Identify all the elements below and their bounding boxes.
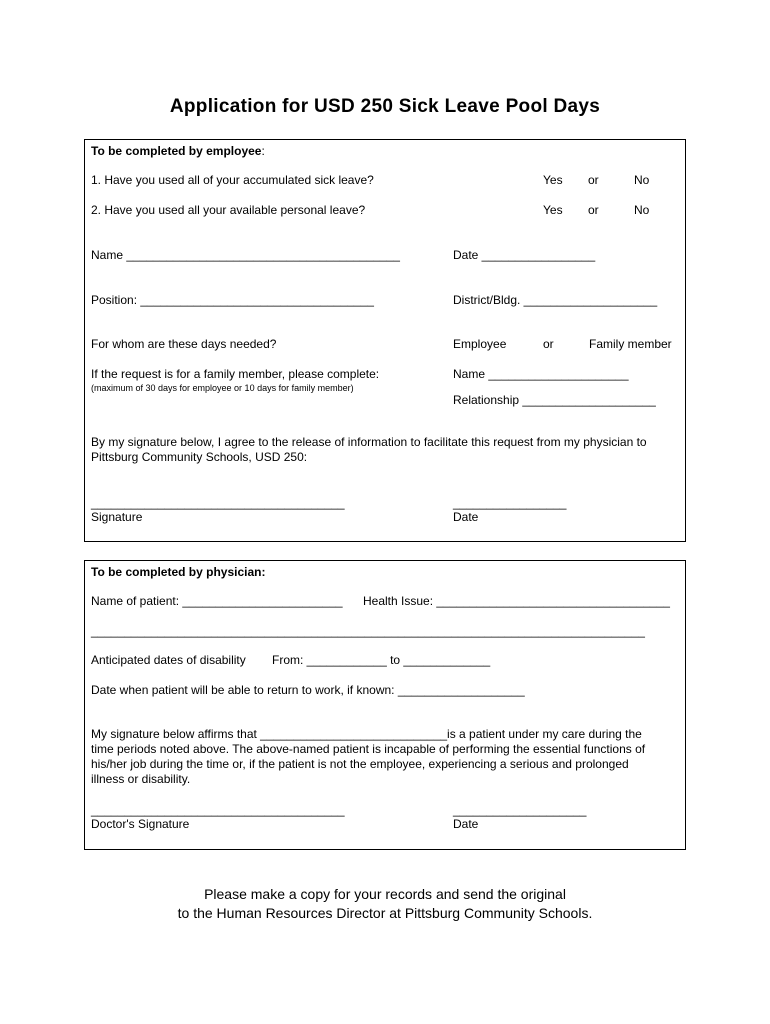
question-personal-leave: 2. Have you used all your available personal leave? xyxy=(91,203,366,217)
footer-instruction-line1: Please make a copy for your records and send the original xyxy=(204,886,566,902)
employee-header-colon: : xyxy=(261,144,265,158)
disability-date-range-field[interactable]: From: ____________ to _____________ xyxy=(272,653,491,667)
family-member-option[interactable]: Family member xyxy=(589,337,672,351)
doctor-signature-line[interactable]: ______________________________________ xyxy=(91,803,345,817)
q1-no-option[interactable]: No xyxy=(634,173,650,187)
affirm-text-line3: his/her job during the time or, if the patient is not the employee, experiencing a serious and prolonged xyxy=(91,757,629,771)
employee-header-label: To be completed by employee xyxy=(91,144,262,158)
relationship-field[interactable]: Relationship ____________________ xyxy=(453,393,656,407)
signature-label: Signature xyxy=(91,510,143,524)
doctor-date-label: Date xyxy=(453,817,479,831)
footer-instruction-line2: to the Human Resources Director at Pittsburg Community Schools. xyxy=(177,905,593,921)
district-field[interactable]: District/Bldg. ____________________ xyxy=(453,293,658,307)
affirm-text-line4: illness or disability. xyxy=(91,772,191,786)
q2-no-option[interactable]: No xyxy=(634,203,650,217)
q1-yes-option[interactable]: Yes xyxy=(543,173,563,187)
consent-text-line1: By my signature below, I agree to the release of information to facilitate this request from my physician to xyxy=(91,435,647,449)
health-issue-continuation-line[interactable]: ___________________________________________________________________________________ xyxy=(91,624,645,638)
q2-yes-option[interactable]: Yes xyxy=(543,203,563,217)
doctor-signature-label: Doctor's Signature xyxy=(91,817,190,831)
patient-name-field[interactable]: Name of patient: ________________________ xyxy=(91,594,343,608)
doctor-date-line[interactable]: ____________________ xyxy=(453,803,587,817)
return-date-field[interactable]: Date when patient will be able to return to work, if known: ___________________ xyxy=(91,683,525,697)
affirm-text-line2: time periods noted above. The above-named patient is incapable of performing the essential functions of xyxy=(91,742,646,756)
employee-name-field[interactable]: Name _________________________________________ xyxy=(91,248,400,262)
position-field[interactable]: Position: ___________________________________ xyxy=(91,293,374,307)
affirm-text-line1: My signature below affirms that ____________________________is a patient under my care during the xyxy=(91,727,642,741)
employee-option[interactable]: Employee xyxy=(453,337,507,351)
q2-or-label: or xyxy=(588,203,599,217)
anticipated-dates-label: Anticipated dates of disability xyxy=(91,653,246,667)
health-issue-field[interactable]: Health Issue: ___________________________________ xyxy=(363,594,670,608)
family-note: (maximum of 30 days for employee or 10 days for family member) xyxy=(91,383,354,393)
family-request-label: If the request is for a family member, please complete: xyxy=(91,367,380,381)
employee-date-field[interactable]: Date _________________ xyxy=(453,248,596,262)
for-whom-or-label: or xyxy=(543,337,554,351)
employee-signature-line[interactable]: ______________________________________ xyxy=(91,496,345,510)
page-title: Application for USD 250 Sick Leave Pool Days xyxy=(169,96,601,117)
employee-header xyxy=(91,144,265,158)
physician-header: To be completed by physician: xyxy=(91,565,266,579)
consent-text-line2: Pittsburg Community Schools, USD 250: xyxy=(91,450,308,464)
question-sick-leave: 1. Have you used all of your accumulated sick leave? xyxy=(91,173,374,187)
physician-section xyxy=(84,560,686,850)
employee-signature-date-line[interactable]: _________________ xyxy=(453,496,567,510)
for-whom-label: For whom are these days needed? xyxy=(91,337,277,351)
employee-section xyxy=(84,139,686,542)
signature-date-label: Date xyxy=(453,510,479,524)
q1-or-label: or xyxy=(588,173,599,187)
family-name-field[interactable]: Name _____________________ xyxy=(453,367,629,381)
